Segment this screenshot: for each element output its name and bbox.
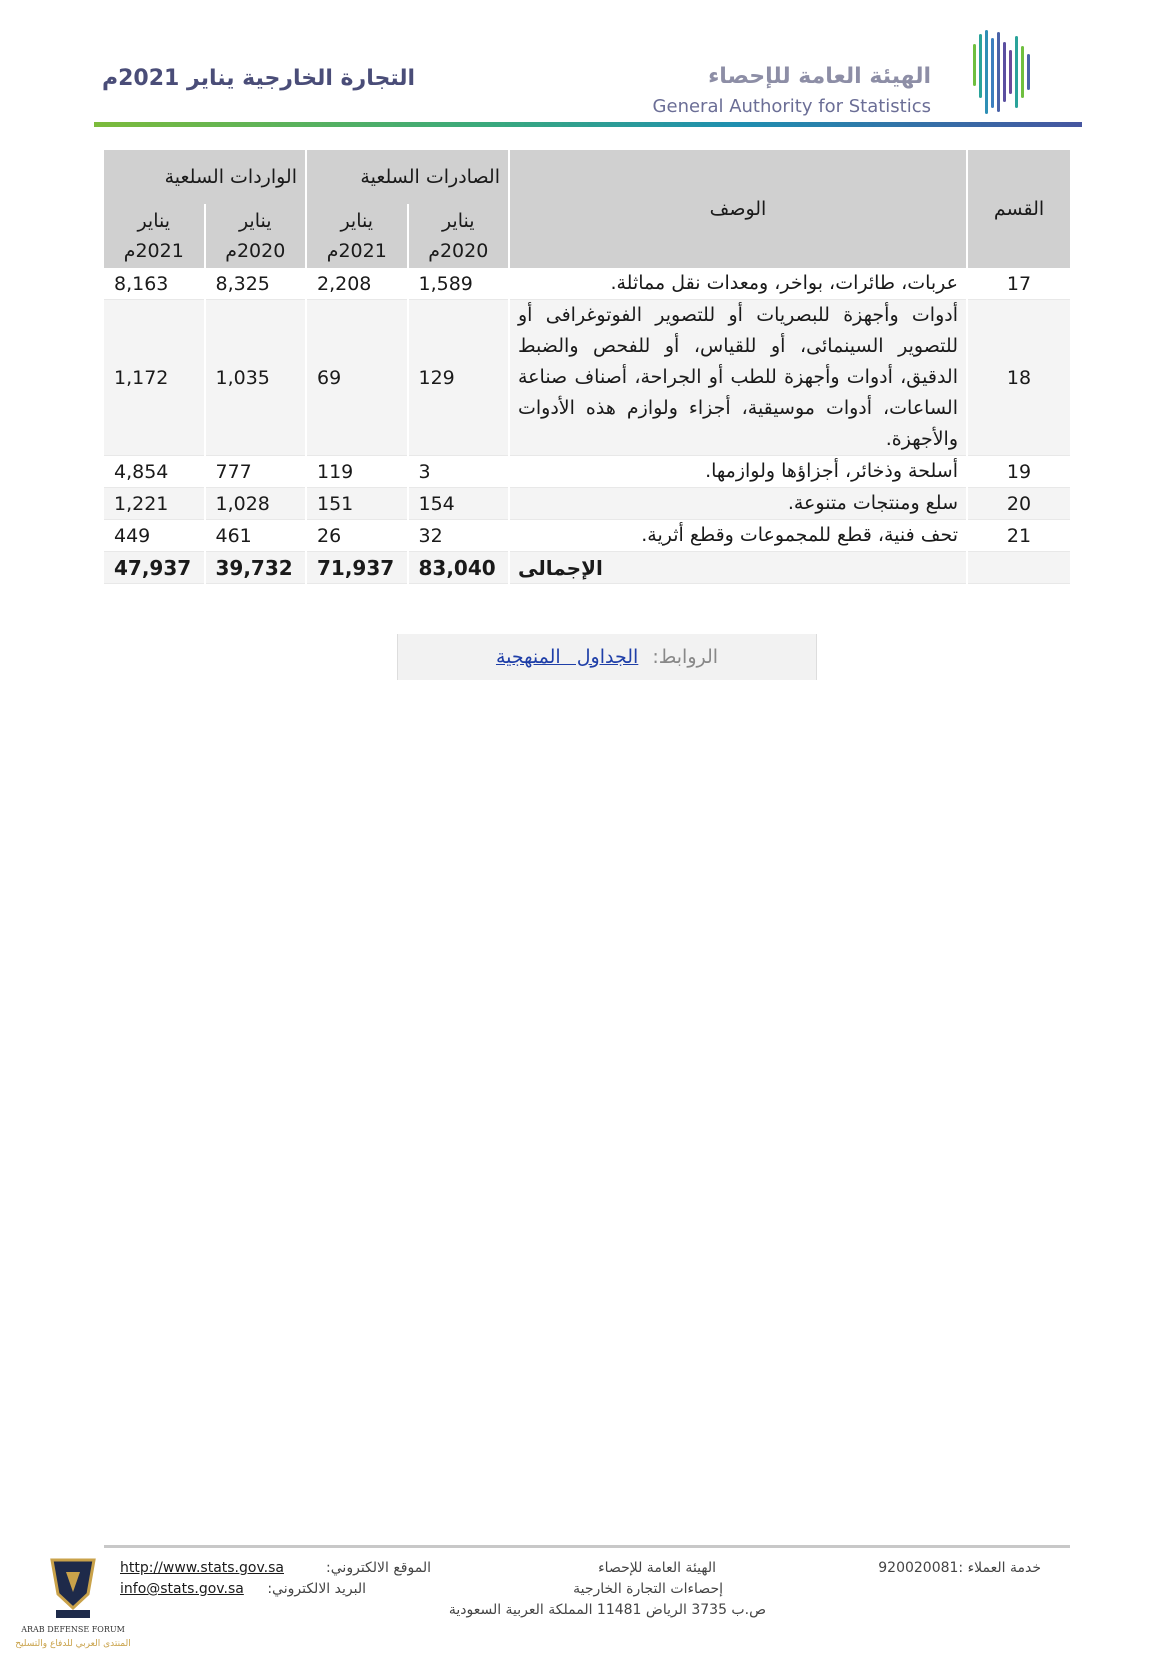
imports-2021-cell: 8,163 [104, 268, 205, 300]
imports-2020-cell: 777 [205, 456, 307, 488]
exports-2021-cell: 2,208 [306, 268, 408, 300]
email-link[interactable]: info@stats.gov.sa [120, 1581, 244, 1597]
methodology-tables-link[interactable]: الجداول المنهجية [495, 646, 639, 668]
header-exports: الصادرات السلعية [306, 150, 509, 204]
exports-2020-cell: 3 [408, 456, 510, 488]
logo-stripe [1015, 36, 1018, 108]
imports-2021-cell: 1,221 [104, 488, 205, 520]
table-row [104, 520, 1070, 552]
logo-stripe [973, 44, 976, 86]
exports-2021-cell: 69 [306, 300, 408, 456]
gastat-logo-icon [973, 30, 1035, 120]
section-cell: 21 [967, 520, 1070, 552]
imports-2021-cell: 4,854 [104, 456, 205, 488]
total-exports-2021: 71,937 [306, 552, 408, 584]
description-cell: سلع ومنتجات متنوعة. [509, 488, 967, 520]
total-section-cell [967, 552, 1070, 584]
exports-2020-cell: 129 [408, 300, 510, 456]
imports-2020-cell: 461 [205, 520, 307, 552]
org-name-english: General Authority for Statistics [652, 96, 931, 117]
footer-dept: إحصاءات التجارة الخارجية [573, 1581, 723, 1597]
exports-2020-cell: 154 [408, 488, 510, 520]
imports-2021-cell: 449 [104, 520, 205, 552]
header-description: الوصف [509, 150, 967, 268]
website-label: الموقع الالكتروني: [326, 1560, 431, 1576]
description-cell: عربات، طائرات، بواخر، ومعدات نقل مماثلة. [509, 268, 967, 300]
imports-2020-cell: 1,028 [205, 488, 307, 520]
logo-stripe [1009, 50, 1012, 94]
logo-stripe [1027, 54, 1030, 90]
total-label: الإجمالى [509, 552, 967, 584]
exports-2021-cell: 26 [306, 520, 408, 552]
description-cell: تحف فنية، قطع للمجموعات وقطع أثرية. [509, 520, 967, 552]
section-cell: 17 [967, 268, 1070, 300]
section-cell: 20 [967, 488, 1070, 520]
logo-stripe [1003, 42, 1006, 102]
section-cell: 19 [967, 456, 1070, 488]
logo-stripe [985, 30, 988, 114]
total-imports-2020: 39,732 [205, 552, 307, 584]
exports-2020-cell: 1,589 [408, 268, 510, 300]
header-imports: الواردات السلعية [104, 150, 306, 204]
imports-2020-cell: 1,035 [205, 300, 307, 456]
header-section: القسم [967, 150, 1070, 268]
page-title: التجارة الخارجية يناير 2021م [102, 66, 416, 91]
footer-divider [104, 1545, 1070, 1548]
header-imports-2021: يناير 2021م [104, 204, 205, 268]
description-cell: أسلحة وذخائر، أجزاؤها ولوازمها. [509, 456, 967, 488]
imports-2021-cell: 1,172 [104, 300, 205, 456]
exports-2021-cell: 151 [306, 488, 408, 520]
footer-org-name: الهيئة العامة للإحصاء [598, 1560, 716, 1576]
links-label: الروابط: [652, 646, 719, 668]
logo-stripe [1021, 46, 1024, 98]
logo-stripe [991, 38, 994, 108]
header-exports-2020: يناير 2020م [408, 204, 510, 268]
header-exports-2021: يناير 2021م [306, 204, 408, 268]
trade-table [104, 150, 1070, 584]
total-imports-2021: 47,937 [104, 552, 205, 584]
header-imports-2020: يناير 2020م [205, 204, 307, 268]
exports-2020-cell: 32 [408, 520, 510, 552]
header-divider [94, 122, 1082, 127]
customer-service: خدمة العملاء :920020081 [878, 1560, 1041, 1576]
links-box [397, 634, 817, 680]
logo-stripe [997, 32, 1000, 112]
logo-stripe [979, 34, 982, 98]
total-row [104, 552, 1070, 584]
table-row [104, 488, 1070, 520]
imports-2020-cell: 8,325 [205, 268, 307, 300]
email-label: البريد الالكتروني: [267, 1581, 366, 1597]
table-row [104, 456, 1070, 488]
description-cell: أدوات وأجهزة للبصريات أو للتصوير الفوتوغرافى أو للتصوير السينمائى، أو للقياس، أو للفحص والضبط الدقيق، أدوات وأجهزة للطب أو الجراحة، أصناف صناعة الساعات، أدوات موسيقية، أجزاء ولوازم هذه الأدوات والأجهزة. [509, 300, 967, 456]
footer-address: ص.ب 3735 الرياض 11481 المملكة العربية السعودية [448, 1602, 766, 1618]
watermark-name-ar: المنتدى العربي للدفاع والتسليح [15, 1639, 131, 1649]
table-row [104, 268, 1070, 300]
website-link[interactable]: http://www.stats.gov.sa [120, 1560, 284, 1576]
org-name-arabic: الهيئة العامة للإحصاء [708, 64, 931, 89]
exports-2021-cell: 119 [306, 456, 408, 488]
total-exports-2020: 83,040 [408, 552, 510, 584]
watermark-name-en: ARAB DEFENSE FORUM [21, 1625, 125, 1634]
section-cell: 18 [967, 300, 1070, 456]
arab-defense-forum-watermark [8, 1552, 138, 1652]
table-row [104, 300, 1070, 456]
